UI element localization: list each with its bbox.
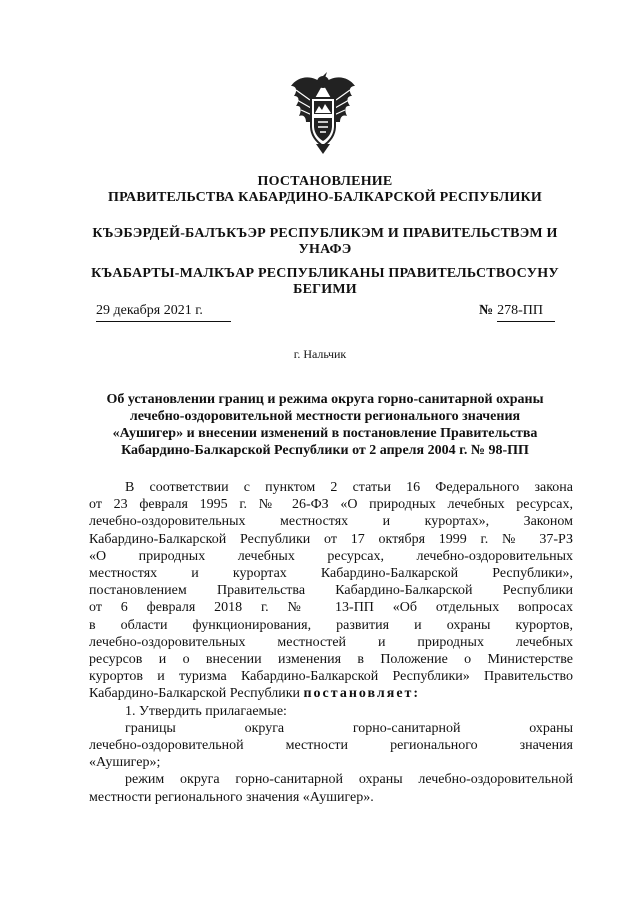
paragraph-line: постановлением Правительства Кабардино-Балкарской Республики [89,583,573,599]
paragraph-line: от 23 февраля 1995 г. № 26-ФЗ «О природных лечебных ресурсах, [89,497,573,513]
paragraph-line: Кабардино-Балкарской Республики от 17 октября 1999 г. № 37-РЗ [89,531,573,547]
title-line: Об установлении границ и режима округа горно-санитарной охраны [106,392,544,407]
paragraph-line: режим округа горно-санитарной охраны лечебно-оздоровительной [125,772,573,788]
title-line: лечебно-оздоровительной местности регионального значения [129,409,521,424]
header-kabardian [60,226,590,258]
paragraph-line: местности регионального значения «Аушигер». [89,789,374,805]
paragraph-line: «Аушигер»; [89,755,161,771]
paragraph-line: лечебно-оздоровительных местностей и природных лечебных [89,634,573,650]
date-value: 29 декабря 2021 г. [96,303,231,322]
paragraph-line: ресурсов и о внесении изменения в Положение о Министерстве [89,652,573,668]
decree-word: постановляет: [303,686,421,702]
paragraph-line: в области функционирования, развития и охраны курортов, [89,617,573,633]
paragraph-line: «О природных лечебных ресурсах, лечебно-оздоровительных [89,548,573,564]
document-number [479,303,555,322]
header-line: БЕГИМИ [293,282,357,297]
number-value: 278-ПП [497,303,555,322]
coat-of-arms-icon [288,70,358,154]
header-line: КЪЭБЭРДЕЙ-БАЛЪКЪЭР РЕСПУБЛИКЭМ И ПРАВИТЕЛЬСТВЭМ И [92,226,558,241]
city: г. Нальчик [293,347,347,361]
paragraph-line: местностях и курортах Кабардино-Балкарской Республики», [89,566,573,582]
header-line: КЪАБАРТЫ-МАЛКЪАР РЕСПУБЛИКАНЫ ПРАВИТЕЛЬСТВОСУНУ [91,266,559,281]
item-1: 1. Утвердить прилагаемые: [125,703,287,719]
paragraph-line: В соответствии с пунктом 2 статьи 16 Федерального закона [125,480,573,495]
paragraph-line: курортов и туризма Кабардино-Балкарской Республики» Правительство [89,669,573,685]
document-body [89,479,573,806]
header-line: ПРАВИТЕЛЬСТВА КАБАРДИНО-БАЛКАРСКОЙ РЕСПУБЛИКИ [107,190,543,205]
paragraph-line: от 6 февраля 2018 г. № 13-ПП «Об отдельных вопросах [89,600,573,616]
paragraph-line: границы округа горно-санитарной охраны [125,720,573,736]
header-line: ПОСТАНОВЛЕНИЕ [257,174,393,189]
paragraph-preamble [89,479,573,685]
title-line: Кабардино-Балкарской Республики от 2 апреля 2004 г. № 98-ПП [121,443,529,458]
document-date [96,303,231,322]
title-line: «Аушигер» и внесении изменений в постановление Правительства [112,426,538,441]
document-title [80,391,570,459]
header-line: УНАФЭ [298,242,352,257]
header-balkar [60,266,590,298]
paragraph-line: лечебно-оздоровительных местностях и курортах», Законом [89,514,573,530]
paragraph-line: Кабардино-Балкарской Республики постановляет: [89,686,421,702]
header-russian [60,174,590,206]
number-sign: № [479,303,494,318]
item-1a [89,720,573,772]
paragraph-line: лечебно-оздоровительной местности регионального значения [89,738,573,754]
